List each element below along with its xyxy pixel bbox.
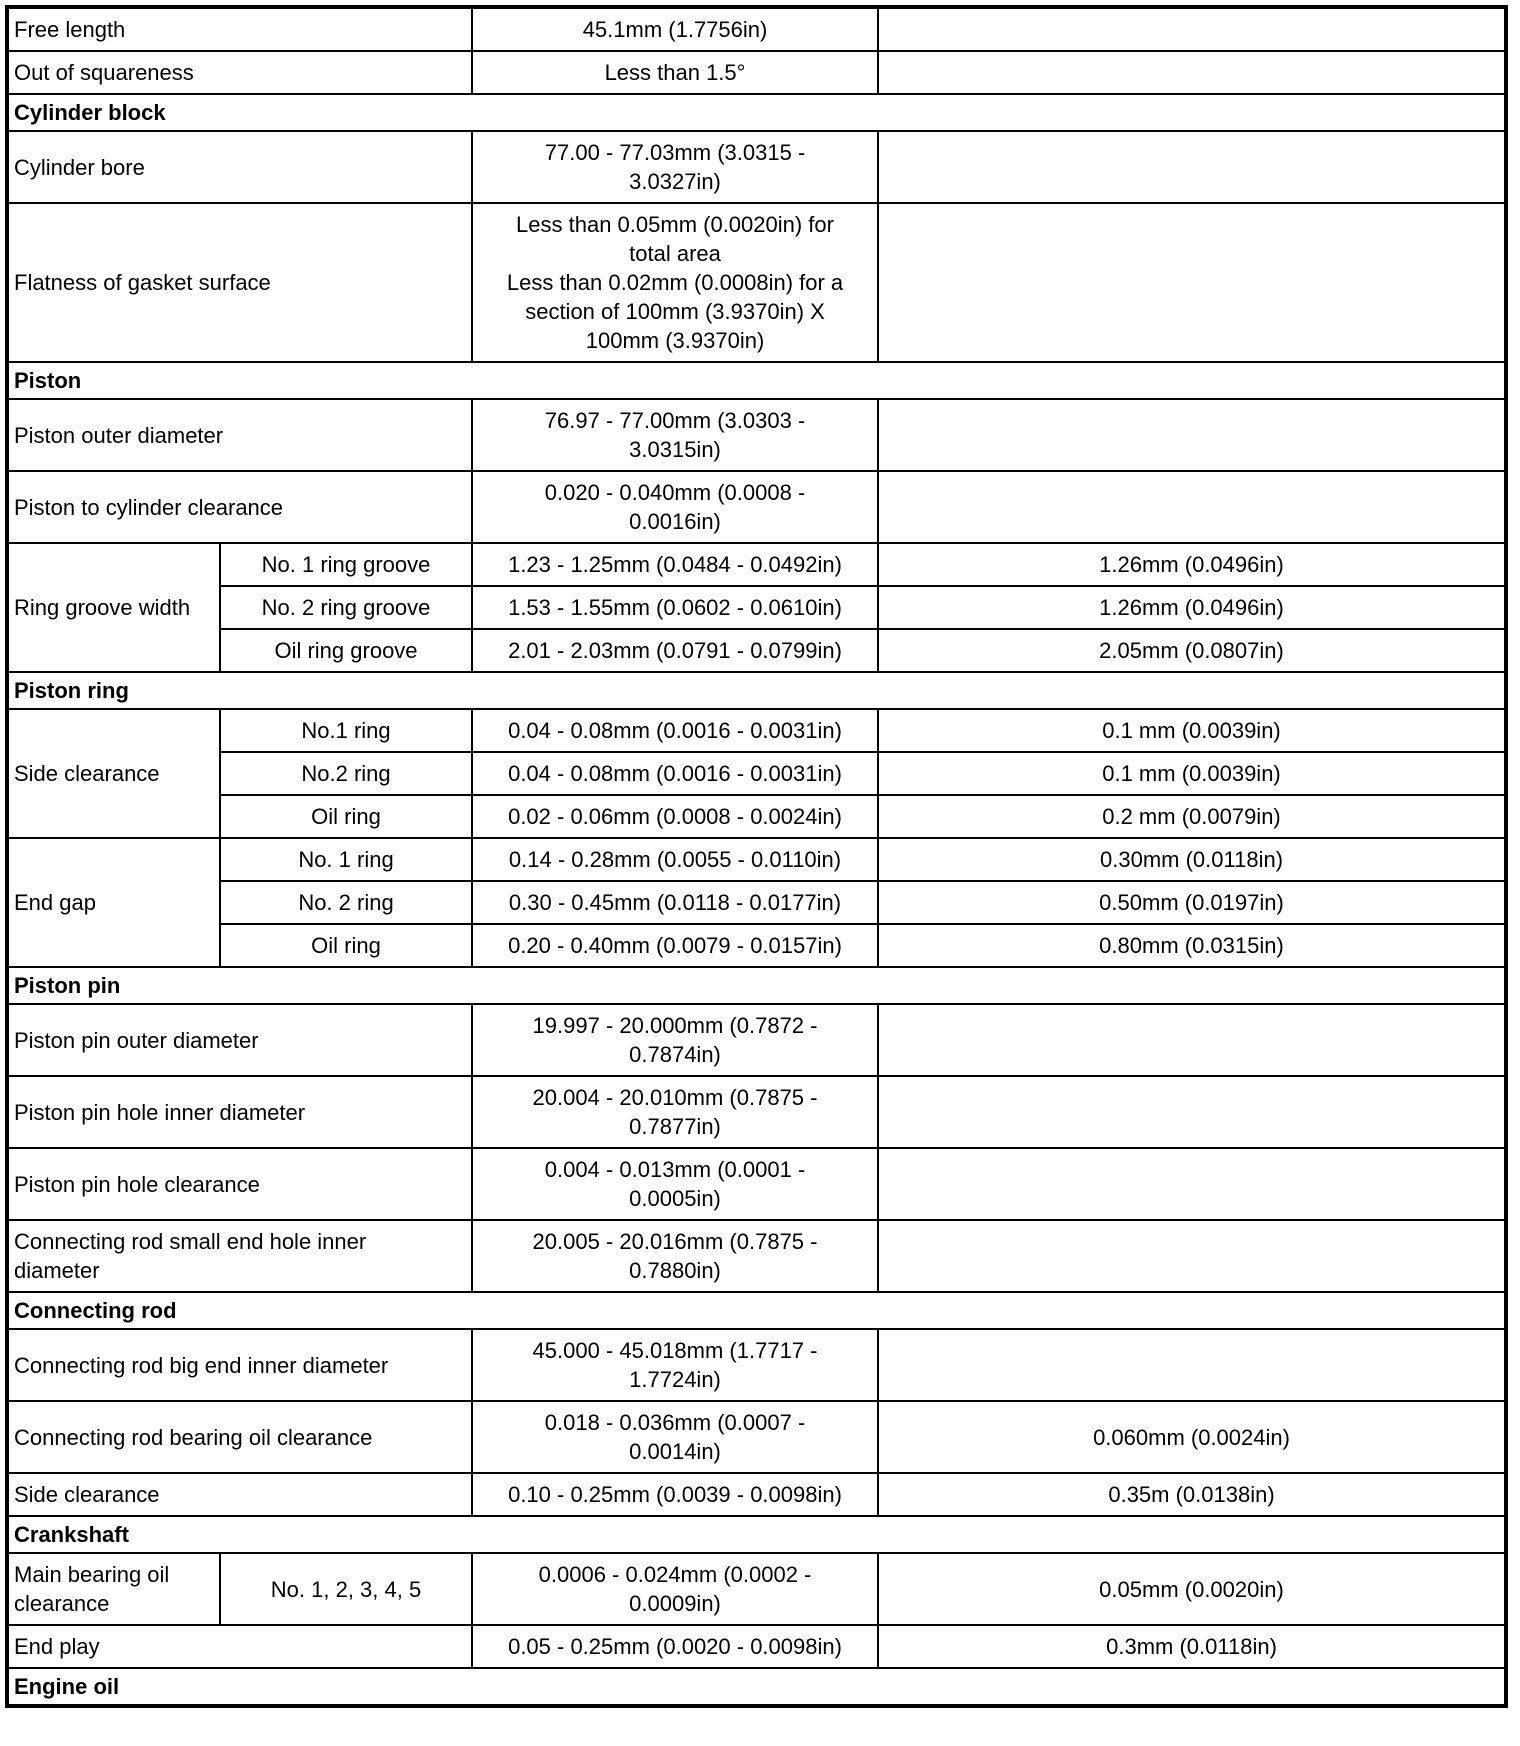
standard-value: 77.00 - 77.03mm (3.0315 - 3.0327in) [472, 131, 878, 203]
limit-value [878, 7, 1506, 51]
table-row [7, 51, 1506, 94]
limit-value: 0.060mm (0.0024in) [878, 1401, 1506, 1473]
standard-value: 0.004 - 0.013mm (0.0001 - 0.0005in) [472, 1148, 878, 1220]
section-header-row [7, 967, 1506, 1004]
limit-value [878, 1076, 1506, 1148]
table-row [7, 1148, 1506, 1220]
table-row [7, 1329, 1506, 1401]
limit-value [878, 131, 1506, 203]
sub-item-label: Oil ring groove [220, 629, 472, 672]
sub-item-label: No. 1 ring groove [220, 543, 472, 586]
table-body [7, 7, 1506, 1706]
table-row [7, 1401, 1506, 1473]
item-label: Cylinder bore [7, 131, 472, 203]
item-label: Out of squareness [7, 51, 472, 94]
standard-value: 0.14 - 0.28mm (0.0055 - 0.0110in) [472, 838, 878, 881]
table-row [7, 881, 1506, 924]
standard-value: 1.23 - 1.25mm (0.0484 - 0.0492in) [472, 543, 878, 586]
item-label: Piston to cylinder clearance [7, 471, 472, 543]
table-row [7, 1625, 1506, 1668]
section-title: Crankshaft [7, 1516, 1506, 1553]
limit-value [878, 1220, 1506, 1292]
limit-value [878, 1148, 1506, 1220]
table-row [7, 399, 1506, 471]
section-title: Piston ring [7, 672, 1506, 709]
table-row [7, 1004, 1506, 1076]
standard-value: 0.018 - 0.036mm (0.0007 - 0.0014in) [472, 1401, 878, 1473]
limit-value: 1.26mm (0.0496in) [878, 586, 1506, 629]
standard-value: Less than 0.05mm (0.0020in) for total area Less than 0.02mm (0.0008in) for a section of 100mm (3.9370in) X 100mm (3.9370in) [472, 203, 878, 362]
limit-value [878, 399, 1506, 471]
limit-value [878, 1329, 1506, 1401]
item-label: Connecting rod small end hole inner diameter [7, 1220, 472, 1292]
limit-value: 1.26mm (0.0496in) [878, 543, 1506, 586]
standard-value: 0.020 - 0.040mm (0.0008 - 0.0016in) [472, 471, 878, 543]
limit-value: 2.05mm (0.0807in) [878, 629, 1506, 672]
section-header-row [7, 1292, 1506, 1329]
table-row [7, 752, 1506, 795]
sub-item-label: No.1 ring [220, 709, 472, 752]
item-label: Piston pin hole clearance [7, 1148, 472, 1220]
limit-value: 0.30mm (0.0118in) [878, 838, 1506, 881]
table-row [7, 7, 1506, 51]
item-label: End gap [7, 838, 220, 967]
section-header-row [7, 1516, 1506, 1553]
standard-value: 0.20 - 0.40mm (0.0079 - 0.0157in) [472, 924, 878, 967]
table-row [7, 586, 1506, 629]
standard-value: 76.97 - 77.00mm (3.0303 - 3.0315in) [472, 399, 878, 471]
sub-item-label: No. 2 ring [220, 881, 472, 924]
table-row [7, 924, 1506, 967]
item-label: Free length [7, 7, 472, 51]
section-title: Connecting rod [7, 1292, 1506, 1329]
section-title: Cylinder block [7, 94, 1506, 131]
standard-value: 1.53 - 1.55mm (0.0602 - 0.0610in) [472, 586, 878, 629]
table-row [7, 203, 1506, 362]
limit-value: 0.2 mm (0.0079in) [878, 795, 1506, 838]
item-label: Piston pin hole inner diameter [7, 1076, 472, 1148]
item-label: Connecting rod big end inner diameter [7, 1329, 472, 1401]
item-label: Connecting rod bearing oil clearance [7, 1401, 472, 1473]
item-label: End play [7, 1625, 472, 1668]
section-header-row [7, 94, 1506, 131]
item-label: Piston outer diameter [7, 399, 472, 471]
standard-value: 0.05 - 0.25mm (0.0020 - 0.0098in) [472, 1625, 878, 1668]
sub-item-label: No. 2 ring groove [220, 586, 472, 629]
standard-value: 2.01 - 2.03mm (0.0791 - 0.0799in) [472, 629, 878, 672]
limit-value: 0.80mm (0.0315in) [878, 924, 1506, 967]
table-row [7, 1220, 1506, 1292]
limit-value [878, 471, 1506, 543]
standard-value: 20.005 - 20.016mm (0.7875 - 0.7880in) [472, 1220, 878, 1292]
standard-value: 19.997 - 20.000mm (0.7872 - 0.7874in) [472, 1004, 878, 1076]
table-row [7, 1473, 1506, 1516]
item-label: Ring groove width [7, 543, 220, 672]
limit-value: 0.1 mm (0.0039in) [878, 709, 1506, 752]
standard-value: 0.04 - 0.08mm (0.0016 - 0.0031in) [472, 709, 878, 752]
sub-item-label: No. 1 ring [220, 838, 472, 881]
item-label: Side clearance [7, 1473, 472, 1516]
section-title: Engine oil [7, 1668, 1506, 1706]
sub-item-label: Oil ring [220, 924, 472, 967]
table-row [7, 838, 1506, 881]
sub-item-label: No. 1, 2, 3, 4, 5 [220, 1553, 472, 1625]
standard-value: 0.30 - 0.45mm (0.0118 - 0.0177in) [472, 881, 878, 924]
limit-value: 0.05mm (0.0020in) [878, 1553, 1506, 1625]
table-row [7, 1553, 1506, 1625]
sub-item-label: No.2 ring [220, 752, 472, 795]
standard-value: 0.0006 - 0.024mm (0.0002 - 0.0009in) [472, 1553, 878, 1625]
limit-value: 0.3mm (0.0118in) [878, 1625, 1506, 1668]
standard-value: 0.10 - 0.25mm (0.0039 - 0.0098in) [472, 1473, 878, 1516]
limit-value [878, 1004, 1506, 1076]
standard-value: Less than 1.5° [472, 51, 878, 94]
table-row [7, 471, 1506, 543]
item-label: Flatness of gasket surface [7, 203, 472, 362]
item-label: Piston pin outer diameter [7, 1004, 472, 1076]
section-header-row [7, 362, 1506, 399]
section-header-row [7, 1668, 1506, 1706]
limit-value: 0.1 mm (0.0039in) [878, 752, 1506, 795]
standard-value: 0.02 - 0.06mm (0.0008 - 0.0024in) [472, 795, 878, 838]
limit-value: 0.35m (0.0138in) [878, 1473, 1506, 1516]
table-row [7, 131, 1506, 203]
standard-value: 20.004 - 20.010mm (0.7875 - 0.7877in) [472, 1076, 878, 1148]
limit-value [878, 203, 1506, 362]
limit-value [878, 51, 1506, 94]
sub-item-label: Oil ring [220, 795, 472, 838]
table-row [7, 1076, 1506, 1148]
section-title: Piston pin [7, 967, 1506, 1004]
item-label: Main bearing oil clearance [7, 1553, 220, 1625]
limit-value: 0.50mm (0.0197in) [878, 881, 1506, 924]
standard-value: 45.1mm (1.7756in) [472, 7, 878, 51]
specification-table [5, 5, 1508, 1708]
standard-value: 45.000 - 45.018mm (1.7717 - 1.7724in) [472, 1329, 878, 1401]
section-header-row [7, 672, 1506, 709]
standard-value: 0.04 - 0.08mm (0.0016 - 0.0031in) [472, 752, 878, 795]
table-row [7, 543, 1506, 586]
table-row [7, 629, 1506, 672]
table-row [7, 795, 1506, 838]
item-label: Side clearance [7, 709, 220, 838]
table-row [7, 709, 1506, 752]
section-title: Piston [7, 362, 1506, 399]
